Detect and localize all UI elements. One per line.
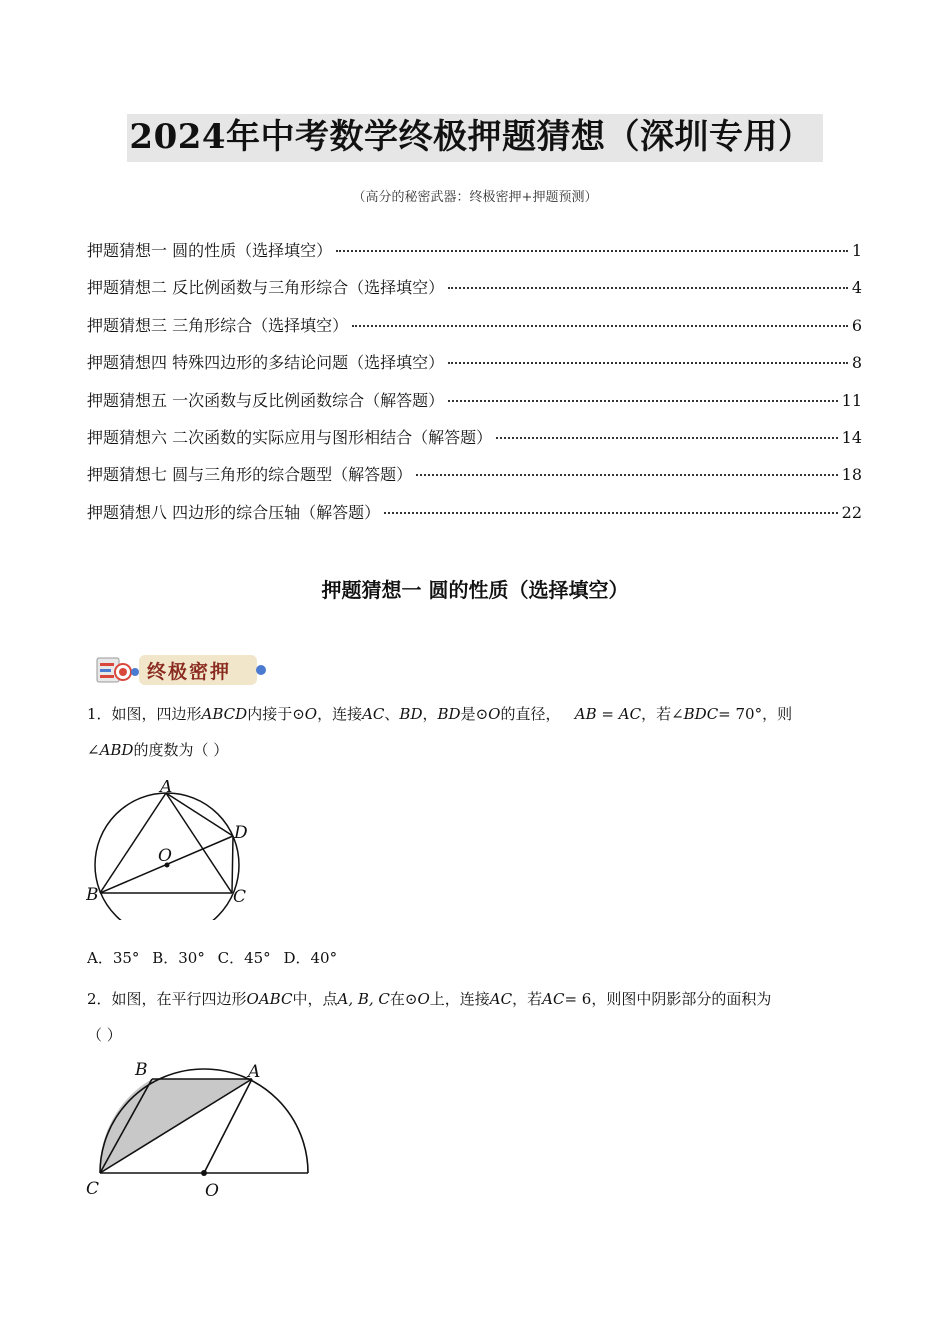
toc-leader	[448, 362, 848, 364]
toc-item[interactable]	[87, 238, 862, 275]
toc-page: 18	[841, 465, 862, 485]
segment-ac	[166, 793, 232, 893]
toc-item[interactable]	[87, 275, 862, 312]
label-b: B	[135, 1060, 148, 1080]
label-o: O	[205, 1181, 219, 1201]
label-c: C	[233, 887, 247, 907]
dot-icon	[255, 664, 267, 676]
toc-item[interactable]	[87, 350, 862, 387]
option-c[interactable]: C．45°	[217, 949, 271, 967]
toc-item[interactable]	[87, 313, 862, 350]
table-of-contents	[87, 238, 862, 537]
page-subtitle: （高分的秘密武器：终极密押+押题预测）	[352, 190, 598, 205]
label-b: B	[86, 885, 99, 905]
toc-label: 押题猜想二 反比例函数与三角形综合（选择填空）	[87, 278, 445, 298]
figure-1-circle-quadrilateral	[86, 780, 266, 920]
toc-page: 4	[851, 278, 862, 298]
segment-ad	[166, 793, 233, 836]
label-a: A	[248, 1062, 261, 1082]
toc-leader	[416, 474, 838, 476]
toc-label: 押题猜想六 二次函数的实际应用与图形相结合（解答题）	[87, 427, 493, 447]
toc-item[interactable]	[87, 388, 862, 425]
section-banner	[95, 652, 260, 688]
figure-2-semicircle-parallelogram	[84, 1055, 324, 1205]
question-1: 1．如图，四边形ABCD内接于⊙O，连接AC、BD，BD是⊙O的直径， AB = AC，若∠BDC= 70°，则 ∠ABD的度数为（ ）	[87, 705, 793, 759]
target-icon	[95, 652, 141, 688]
toc-leader	[496, 437, 838, 439]
option-d[interactable]: D．40°	[283, 949, 338, 967]
label-d: D	[234, 823, 248, 843]
toc-leader	[384, 512, 838, 514]
question-1-options	[87, 947, 345, 968]
option-b[interactable]: B．30°	[152, 949, 205, 967]
option-a[interactable]: A．35°	[87, 949, 140, 967]
center-point	[201, 1170, 207, 1176]
toc-label: 押题猜想四 特殊四边形的多结论问题（选择填空）	[87, 353, 445, 373]
toc-item[interactable]	[87, 425, 862, 462]
toc-leader	[352, 325, 848, 327]
section-title: 押题猜想一 圆的性质（选择填空）	[321, 578, 629, 602]
toc-page: 8	[851, 353, 862, 373]
toc-page: 11	[841, 390, 862, 410]
page-title: 2024年中考数学终极押题猜想（深圳专用）	[127, 114, 822, 162]
toc-item[interactable]	[87, 500, 862, 537]
question-2: 2．如图，在平行四边形OABC中，点A, B, C在⊙O上，连接AC，若AC= 6，则图中阴影部分的面积为 （ ）	[87, 990, 772, 1044]
toc-leader	[448, 400, 838, 402]
label-o: O	[158, 846, 172, 866]
toc-leader	[336, 250, 848, 252]
toc-page: 22	[841, 502, 862, 522]
title-wrap	[0, 114, 950, 162]
toc-label: 押题猜想一 圆的性质（选择填空）	[87, 241, 333, 260]
segment-dc	[232, 836, 233, 893]
segment-ab	[100, 793, 166, 893]
banner-text: 终极密押	[147, 661, 232, 683]
toc-leader	[448, 287, 848, 289]
toc-item[interactable]	[87, 462, 862, 499]
toc-page: 14	[841, 427, 862, 447]
label-c: C	[86, 1179, 100, 1199]
label-a: A	[160, 780, 173, 797]
toc-label: 押题猜想七 圆与三角形的综合题型（解答题）	[87, 465, 413, 485]
toc-page: 1	[851, 241, 862, 260]
toc-page: 6	[851, 315, 862, 335]
toc-label: 押题猜想五 一次函数与反比例函数综合（解答题）	[87, 390, 445, 410]
toc-label: 押题猜想三 三角形综合（选择填空）	[87, 315, 349, 335]
toc-label: 押题猜想八 四边形的综合压轴（解答题）	[87, 502, 381, 522]
